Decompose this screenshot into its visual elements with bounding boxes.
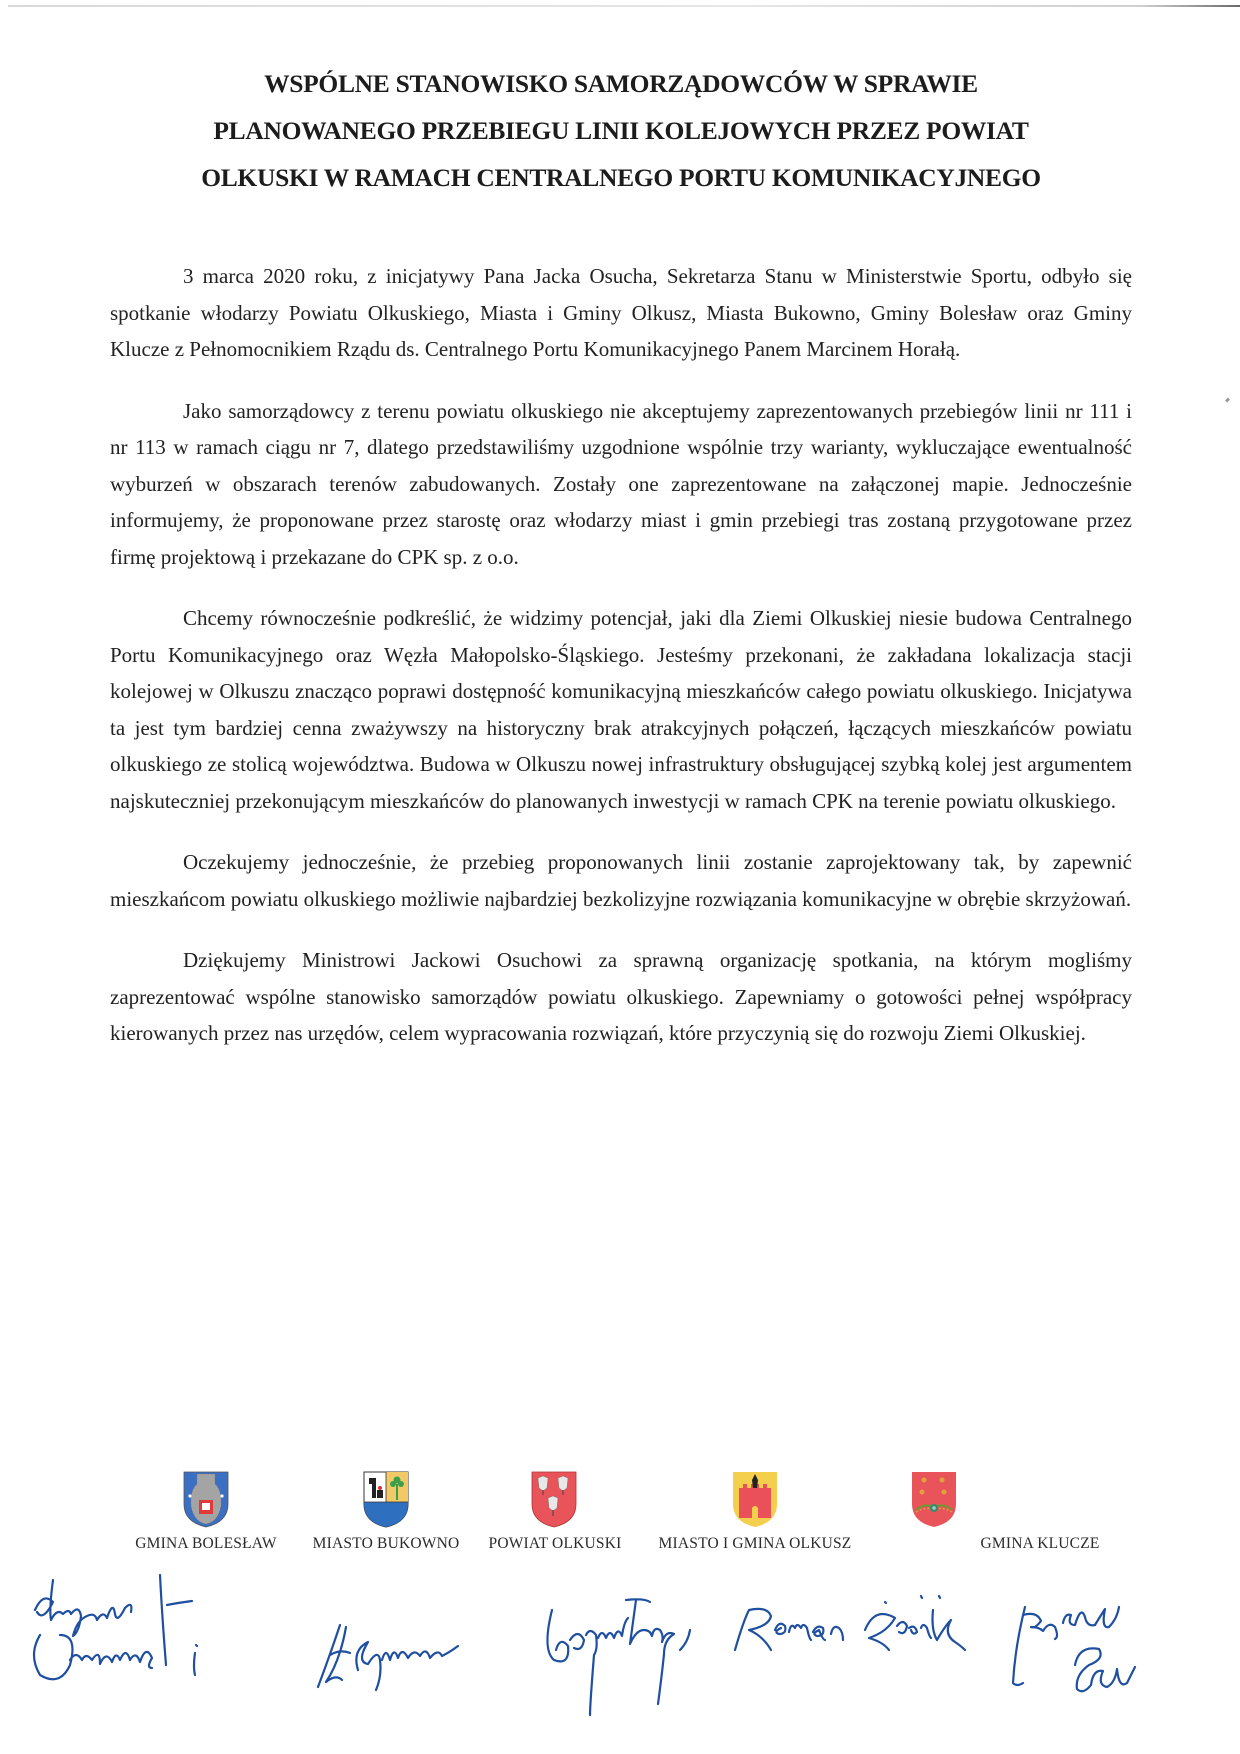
title-line-1: WSPÓLNE STANOWISKO SAMORZĄDOWCÓW W SPRAWIE	[264, 69, 978, 98]
signature-gmina-boleslaw	[15, 1565, 215, 1695]
label-miasto-i-gmina-olkusz: MIASTO I GMINA OLKUSZ	[658, 1535, 852, 1552]
signature-miasto-bukowno	[300, 1615, 470, 1715]
signature-miasto-i-gmina-olkusz	[725, 1590, 985, 1680]
miasto-bukowno-coat-of-arms-icon	[362, 1470, 410, 1528]
paragraph-thanks: Dziękujemy Ministrowi Jackowi Osuchowi za sprawną organizację spotkania, na którym mogliśmy zaprezentować wspólne stanowisko samorządów powiatu olkuskiego. Zapewniamy o gotowości pełnej współpracy kierowanych przez nas urzędów, celem wypracowania rozwiązań, które przyczynią się do rozwoju Ziemi Olkuskiej.	[110, 948, 1132, 1045]
document-body	[110, 258, 1132, 1077]
paragraph-meeting: 3 marca 2020 roku, z inicjatywy Pana Jacka Osucha, Sekretarza Stanu w Ministerstwie Sportu, odbyło się spotkanie włodarzy Powiatu Olkuskiego, Miasta i Gminy Olkusz, Miasta Bukowno, Gminy Bolesław oraz Gminy Klucze z Pełnomocnikiem Rządu ds. Centralnego Portu Komunikacyjnego Panem Marcinem Horałą.	[110, 264, 1132, 361]
powiat-olkuski-coat-of-arms-icon	[530, 1470, 578, 1528]
signature-gmina-klucze	[1005, 1595, 1155, 1705]
gmina-boleslaw-coat-of-arms-icon	[182, 1470, 230, 1528]
miasto-olkusz-coat-of-arms-icon	[731, 1470, 779, 1528]
paragraph-potential: Chcemy równocześnie podkreślić, że widzimy potencjał, jaki dla Ziemi Olkuskiej niesie budowa Centralnego Portu Komunikacyjnego oraz Węzła Małopolsko-Śląskiego. Jesteśmy przekonani, że zakładana lokalizacja stacji kolejowej w Olkuszu znacząco poprawi dostępność komunikacyjną mieszkańców całego powiatu olkuskiego. Inicjatywa ta jest tym bardziej cenna zważywszy na historyczny brak atrakcyjnych połączeń, łączących mieszkańców powiatu olkuskiego ze stolicą województwa. Budowa w Olkuszu nowej infrastruktury obsługującej szybką kolej jest argumentem najskuteczniej przekonującym mieszkańców do planowanych inwestycji w ramach CPK na terenie powiatu olkuskiego.	[110, 606, 1132, 813]
label-powiat-olkuski: POWIAT OLKUSKI	[488, 1535, 622, 1552]
signatory-labels	[0, 1535, 1240, 1565]
title-line-2: PLANOWANEGO PRZEBIEGU LINII KOLEJOWYCH PRZEZ POWIAT	[213, 116, 1029, 145]
paragraph-rejection: Jako samorządowcy z terenu powiatu olkuskiego nie akceptujemy zaprezentowanych przebiegów linii nr 111 i nr 113 w ramach ciągu nr 7, dlatego przedstawiliśmy uzgodnione wspólnie trzy warianty, wykluczające ewentualność wyburzeń w obszarach terenów zabudowanych. Zostały one zaprezentowane na załączonej mapie. Jednocześnie informujemy, że proponowane przez starostę oraz włodarzy miast i gmin przebiegi tras zostaną przygotowane przez firmę projektową i przekazane do CPK sp. z o.o.	[110, 398, 1132, 569]
label-miasto-bukowno: MIASTO BUKOWNO	[312, 1535, 460, 1552]
label-gmina-boleslaw: GMINA BOLESŁAW	[135, 1535, 277, 1552]
gmina-klucze-coat-of-arms-icon	[910, 1470, 958, 1528]
document-title	[110, 60, 1132, 201]
paragraph-expectation: Oczekujemy jednocześnie, że przebieg proponowanych linii zostanie zaprojektowany tak, by zapewnić mieszkańcom powiatu olkuskiego możliwie najbardziej bezkolizyjne rozwiązania komunikacyjne w obrębie skrzyżowań.	[110, 850, 1132, 911]
title-line-3: OLKUSKI W RAMACH CENTRALNEGO PORTU KOMUNIKACYJNEGO	[201, 163, 1041, 192]
signature-powiat-olkuski	[540, 1590, 710, 1720]
coats-of-arms-row	[110, 1470, 1132, 1540]
scan-artifact-mark	[1225, 398, 1230, 403]
label-gmina-klucze: GMINA KLUCZE	[980, 1535, 1100, 1552]
scan-top-edge-line	[8, 5, 1240, 7]
